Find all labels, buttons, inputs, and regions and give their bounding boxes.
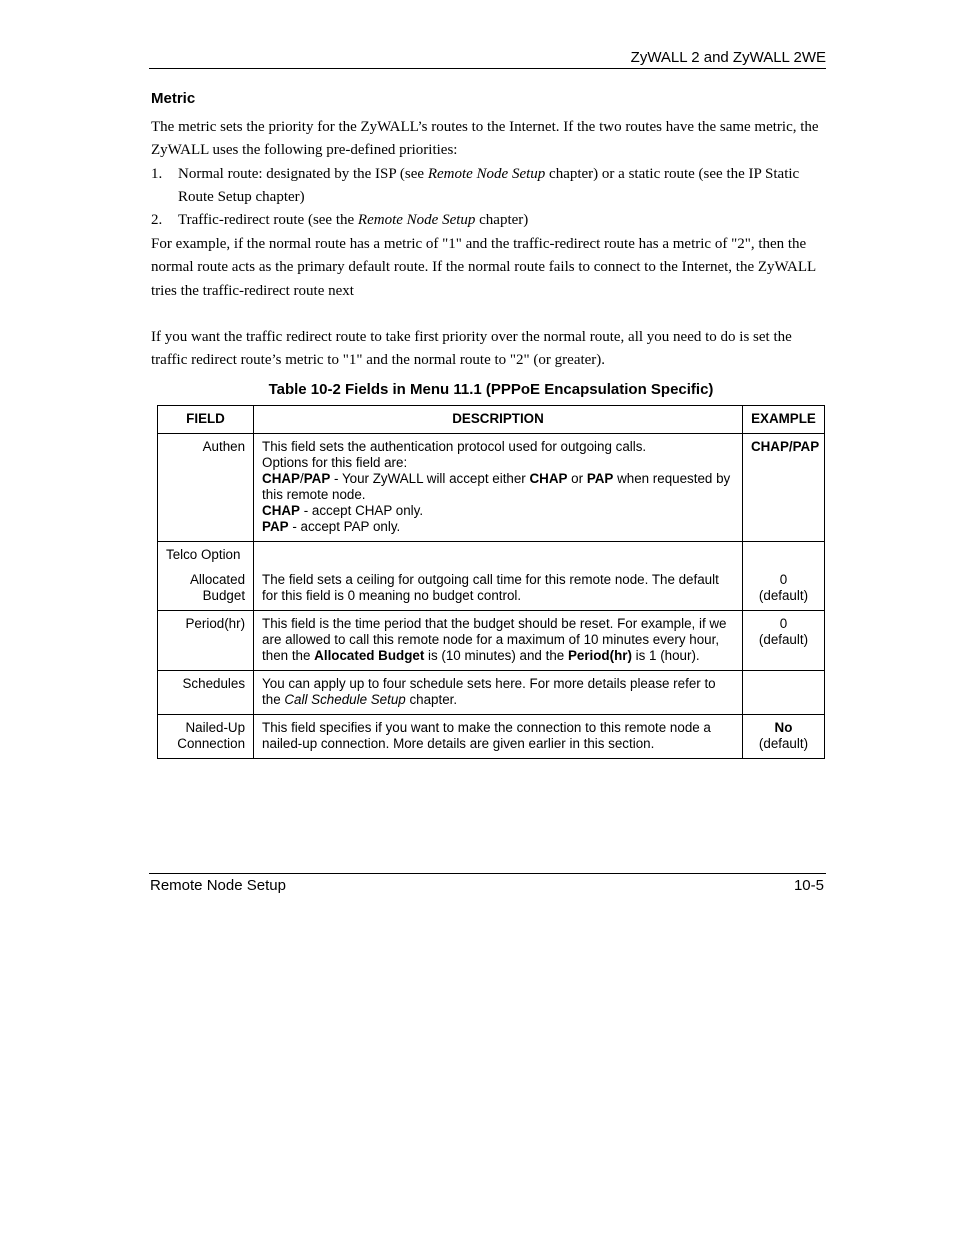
field-cell: Authen: [158, 434, 254, 542]
table-row-period: [158, 611, 825, 671]
field-cell: Schedules: [158, 671, 254, 715]
list-text-part: Normal route: designated by the ISP (see: [178, 166, 428, 182]
fields-table: [157, 405, 825, 759]
section-heading: Metric: [151, 90, 196, 107]
table-row-telco: [158, 542, 825, 611]
description-cell: [254, 434, 743, 542]
description-text: This field is the time period that the budget should be reset. For example, if we are allowed to call this remote node for a maximum of 10 minutes every hour, then the: [262, 616, 727, 663]
description-text: You can apply up to four schedule sets here. For more details please refer to the: [262, 676, 716, 707]
option-name: CHAP: [262, 471, 300, 486]
example-value: 0: [779, 572, 788, 587]
option-name: PAP: [262, 519, 289, 534]
spacer: [751, 547, 816, 572]
metric-paragraph-1: The metric sets the priority for the ZyWALL’s routes to the Internet. If the two routes have the same metric, the ZyWALL uses the following pre-defined priorities:: [151, 119, 819, 159]
field-cell: [158, 715, 254, 759]
group-label: Telco Option: [166, 547, 241, 562]
table-header-row: [158, 406, 825, 434]
description-cell: [254, 542, 743, 611]
metric-paragraph-3: If you want the traffic redirect route to take first priority over the normal route, all you need to do is set the traffic redirect route’s metric to "1" and the normal route to "2" (or greater).: [151, 329, 792, 369]
option-name: PAP: [303, 471, 331, 486]
description-text: or: [567, 471, 587, 486]
footer-chapter: Remote Node Setup: [150, 877, 286, 894]
example-note: (default): [758, 588, 809, 603]
example-value: No: [774, 720, 793, 735]
description-text: /: [300, 471, 304, 486]
spacer: [262, 547, 734, 572]
example-cell: [742, 542, 824, 611]
metric-paragraph-2: For example, if the normal route has a metric of "1" and the traffic-redirect route has a metric of "2", then the normal route acts as the primary default route. If the normal route fails to connect to the Internet, the ZyWALL tries the traffic-redirect route next: [151, 236, 816, 299]
example-cell: [742, 611, 824, 671]
chapter-reference: Call Schedule Setup: [284, 692, 406, 707]
table-row-nailed: [158, 715, 825, 759]
table-caption: Table 10-2 Fields in Menu 11.1 (PPPoE Encapsulation Specific): [268, 381, 714, 398]
example-cell: [742, 715, 824, 759]
example-cell: CHAP/PAP: [742, 434, 824, 542]
description-cell: [254, 611, 743, 671]
description-text: is 1 (hour).: [631, 648, 700, 663]
description-cell: [254, 671, 743, 715]
field-name: Nailed-Up: [185, 720, 246, 735]
list-text: [178, 209, 831, 232]
description-text: - accept CHAP only.: [300, 503, 424, 518]
description-text: This field sets the authentication protocol used for outgoing calls.: [262, 439, 647, 454]
field-name: Allocated: [189, 572, 246, 587]
list-text-part: Traffic-redirect route (see the: [178, 212, 358, 228]
option-name: CHAP: [262, 503, 300, 518]
field-name: Connection: [177, 736, 246, 751]
page-footer: [149, 873, 826, 896]
field-reference: Allocated Budget: [314, 648, 425, 663]
table-row-schedules: [158, 671, 825, 715]
header-example: EXAMPLE: [742, 406, 824, 434]
header-field: FIELD: [158, 406, 254, 434]
page-number: 10-5: [793, 877, 824, 894]
header-description: DESCRIPTION: [254, 406, 743, 434]
description-text: is (10 minutes) and the: [424, 648, 568, 663]
description-text: - accept PAP only.: [288, 519, 401, 534]
description-cell: This field specifies if you want to make the connection to this remote node a nailed-up connection. More details are given earlier in this section.: [254, 715, 743, 759]
field-name: Budget: [202, 588, 246, 603]
list-text-part: chapter) or a static route (see the IP Static Route Setup chapter): [178, 166, 800, 206]
description-text: The field sets a ceiling for outgoing call time for this remote node. The default for this field is 0 meaning no budget control.: [262, 572, 719, 603]
field-reference: Period(hr): [567, 648, 632, 663]
table-row-authen: [158, 434, 825, 542]
chapter-reference: Remote Node Setup: [427, 166, 546, 182]
field-cell: Period(hr): [158, 611, 254, 671]
option-name: CHAP: [529, 471, 568, 486]
field-cell: [158, 542, 254, 611]
description-text: chapter.: [405, 692, 458, 707]
example-cell: [742, 671, 824, 715]
description-text: Options for this field are:: [262, 455, 408, 470]
example-value: 0: [779, 616, 788, 631]
page-header: [149, 48, 826, 69]
header-title: ZyWALL 2 and ZyWALL 2WE: [630, 49, 826, 66]
list-text: [178, 163, 831, 210]
list-number: 1.: [151, 166, 163, 182]
description-text: - Your ZyWALL will accept either: [330, 471, 530, 486]
example-note: (default): [758, 632, 809, 647]
chapter-reference: Remote Node Setup: [357, 212, 476, 228]
option-name: PAP: [586, 471, 614, 486]
list-number: 2.: [151, 212, 163, 228]
description-text: when requested by this remote node.: [262, 471, 731, 502]
list-text-part: chapter): [475, 212, 529, 228]
example-note: (default): [758, 736, 809, 751]
